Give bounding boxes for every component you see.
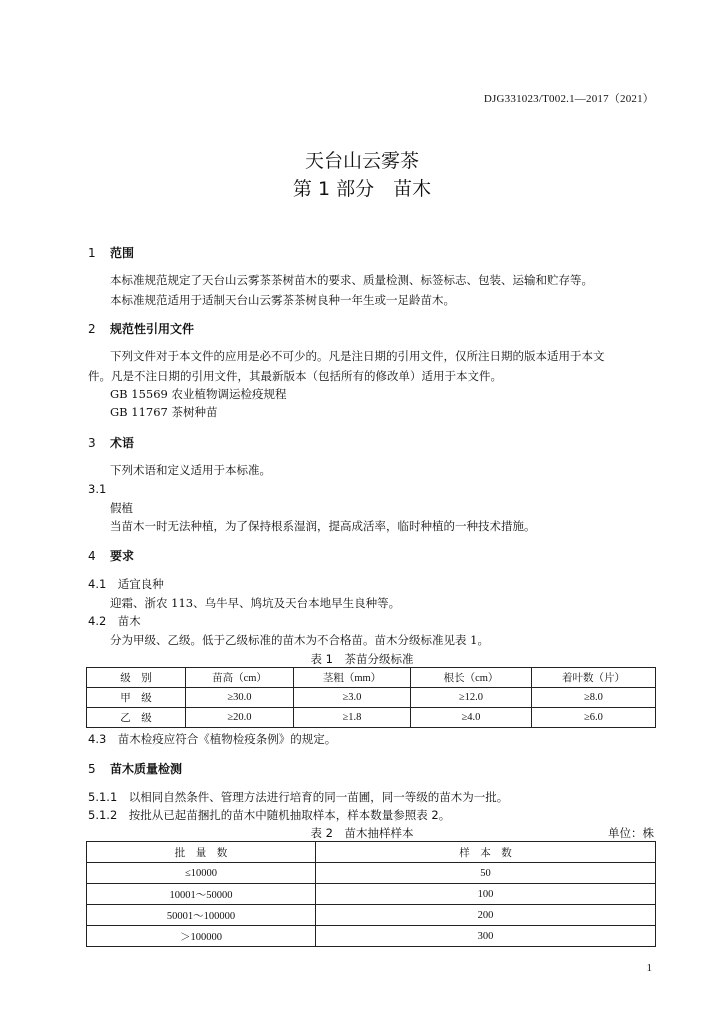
- table-cell: 乙 级: [87, 708, 186, 728]
- section-title: 苗木质量检测: [110, 762, 183, 776]
- section-title: 要求: [110, 549, 135, 563]
- document-title: 天台山云雾茶: [304, 150, 419, 172]
- table-cell: ≥12.0: [411, 688, 532, 708]
- section-number: 2: [88, 322, 96, 336]
- table-cell: ≥1.8: [294, 708, 411, 728]
- table-header-cell: 苗高（cm）: [186, 668, 294, 688]
- section-5-heading: [88, 760, 182, 777]
- document-subtitle: 第 1 部分 苗木: [292, 178, 432, 200]
- table-2-caption: 表 2 苗木抽样样本: [310, 826, 414, 840]
- table-row: [87, 708, 656, 728]
- section-2-paragraph-line-1: 下列文件对于本文件的应用是必不可少的。凡是注日期的引用文件，仅所注日期的版本适用于本文: [110, 349, 605, 363]
- subsection-5-1-2-text: 5.1.2 按批从已起苗捆扎的苗木中随机抽取样本，样本数量参照表 2。: [88, 808, 451, 822]
- sampling-table: [86, 841, 656, 947]
- section-title: 范围: [110, 246, 135, 260]
- table-row: [87, 863, 656, 884]
- subsection-4-3-text: 4.3 苗木检疫应符合《植物检疫条例》的规定。: [88, 732, 337, 746]
- table-cell: 50001～100000: [87, 905, 316, 926]
- section-number: 3: [88, 436, 96, 450]
- table-cell: ≥3.0: [294, 688, 411, 708]
- table-1-caption: 表 1 茶苗分级标准: [310, 652, 414, 666]
- term-definition: 当苗木一时无法种植，为了保持根系湿润，提高成活率，临时种植的一种技术措施。: [110, 519, 536, 533]
- table-cell: ≥6.0: [532, 708, 656, 728]
- table-row: [87, 688, 656, 708]
- table-row: [87, 884, 656, 905]
- subsection-4-1-text: 迎霜、浙农 113、乌牛早、鸠坑及天台本地早生良种等。: [110, 596, 401, 610]
- section-title: 术语: [110, 436, 135, 450]
- section-3-heading: [88, 434, 134, 451]
- table-cell: ≤10000: [87, 863, 316, 884]
- table-cell: ≥30.0: [186, 688, 294, 708]
- table-cell: ≥20.0: [186, 708, 294, 728]
- subsection-4-2-heading: 4.2 苗木: [88, 614, 141, 628]
- table-cell: 10001～50000: [87, 884, 316, 905]
- section-title: 规范性引用文件: [110, 322, 195, 336]
- table-cell: ≥8.0: [532, 688, 656, 708]
- table-2-unit: 单位：株: [608, 826, 654, 840]
- page-number: 1: [646, 962, 652, 974]
- subsection-5-1-1-text: 5.1.1 以相同自然条件、管理方法进行培育的同一苗圃，同一等级的苗木为一批。: [88, 790, 509, 804]
- section-1-paragraph-1: 本标准规范规定了天台山云雾茶茶树苗木的要求、质量检测、标签标志、包装、运输和贮存等。: [110, 273, 593, 287]
- subsection-4-1-heading: 4.1 适宜良种: [88, 577, 164, 591]
- section-3-paragraph: 下列术语和定义适用于本标准。: [110, 463, 271, 477]
- section-1-paragraph-2: 本标准规范适用于适制天台山云雾茶茶树良种一年生或一足龄苗木。: [110, 293, 455, 307]
- table-header-cell: 根长（cm）: [411, 668, 532, 688]
- table-header-cell: 级 别: [87, 668, 186, 688]
- section-2-heading: [88, 320, 194, 337]
- table-cell: 100: [316, 884, 656, 905]
- section-number: 5: [88, 762, 96, 776]
- table-cell: 300: [316, 926, 656, 947]
- section-2-paragraph-line-2: 件。凡是不注日期的引用文件，其最新版本（包括所有的修改单）适用于本文件。: [88, 369, 502, 383]
- table-header-row: [87, 842, 656, 863]
- table-row: [87, 905, 656, 926]
- table-header-cell: 茎粗（mm）: [294, 668, 411, 688]
- subsection-4-2-text: 分为甲级、乙级。低于乙级标准的苗木为不合格苗。苗木分级标准见表 1。: [110, 633, 489, 647]
- section-number: 1: [88, 246, 96, 260]
- grading-table: [86, 667, 656, 728]
- table-cell: 甲 级: [87, 688, 186, 708]
- table-cell: 200: [316, 905, 656, 926]
- table-header-cell: 批 量 数: [87, 842, 316, 863]
- table-cell: 50: [316, 863, 656, 884]
- section-number: 4: [88, 549, 96, 563]
- table-header-cell: 着叶数（片）: [532, 668, 656, 688]
- reference-1: GB 15569 农业植物调运检疫规程: [110, 387, 287, 401]
- table-header-cell: 样 本 数: [316, 842, 656, 863]
- table-header-row: [87, 668, 656, 688]
- section-1-heading: [88, 244, 134, 261]
- table-cell: ＞100000: [87, 926, 316, 947]
- table-row: [87, 926, 656, 947]
- table-cell: ≥4.0: [411, 708, 532, 728]
- term-name: 假植: [110, 501, 133, 515]
- document-code: DJG331023/T002.1—2017（2021）: [483, 93, 654, 105]
- reference-2: GB 11767 茶树种苗: [110, 405, 218, 419]
- subsection-3-1-number: 3.1: [88, 482, 107, 496]
- section-4-heading: [88, 547, 134, 564]
